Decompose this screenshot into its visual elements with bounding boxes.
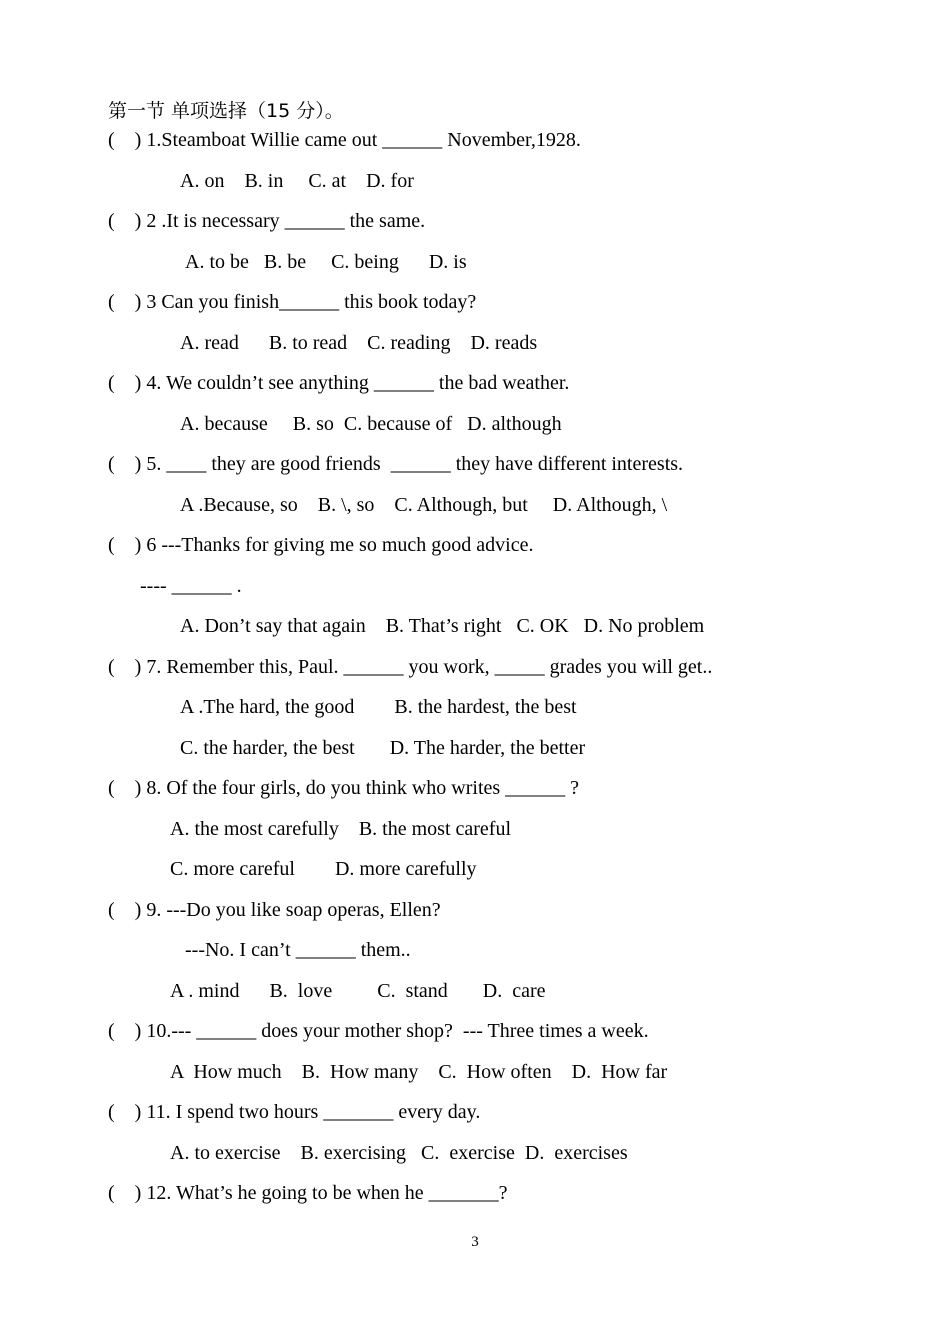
question-options: A .Because, so B. \, so C. Although, but D. Although, \: [180, 494, 668, 516]
question-options: A .The hard, the good B. the hardest, the best: [180, 696, 577, 718]
question-stem: ( ) 7. Remember this, Paul. ______ you work, _____ grades you will get..: [108, 656, 713, 678]
question-stem: ( ) 11. I spend two hours _______ every day.: [108, 1101, 481, 1123]
section-title: 第一节 单项选择（15 分）。: [108, 100, 344, 122]
question-stem: ( ) 5. ____ they are good friends ______ they have different interests.: [108, 453, 684, 475]
question-options: C. the harder, the best D. The harder, the better: [180, 737, 586, 759]
question-options: A How much B. How many C. How often D. How far: [170, 1061, 668, 1083]
question-reply: ---- ______ .: [140, 575, 242, 597]
question-options: A. to exercise B. exercising C. exercise D. exercises: [170, 1142, 628, 1164]
question-options: A. the most carefully B. the most careful: [170, 818, 512, 840]
question-stem: ( ) 4. We couldn’t see anything ______ the bad weather.: [108, 372, 570, 394]
question-stem: ( ) 9. ---Do you like soap operas, Ellen?: [108, 899, 441, 921]
question-stem: ( ) 8. Of the four girls, do you think who writes ______ ?: [108, 777, 580, 799]
question-options: A. Don’t say that again B. That’s right C. OK D. No problem: [180, 615, 705, 637]
question-stem: ( ) 10.--- ______ does your mother shop? --- Three times a week.: [108, 1020, 649, 1042]
question-stem: ( ) 1.Steamboat Willie came out ______ November,1928.: [108, 129, 581, 151]
question-stem: ( ) 2 .It is necessary ______ the same.: [108, 210, 426, 232]
question-reply: ---No. I can’t ______ them..: [185, 939, 411, 961]
question-options: C. more careful D. more carefully: [170, 858, 477, 880]
question-stem: ( ) 3 Can you finish______ this book today?: [108, 291, 477, 313]
question-options: A. to be B. be C. being D. is: [185, 251, 467, 273]
question-options: A. because B. so C. because of D. although: [180, 413, 562, 435]
question-stem: ( ) 12. What’s he going to be when he _______?: [108, 1182, 508, 1204]
question-stem: ( ) 6 ---Thanks for giving me so much good advice.: [108, 534, 534, 556]
question-options: A. on B. in C. at D. for: [180, 170, 414, 192]
page-number: 3: [471, 1234, 479, 1250]
question-options: A . mind B. love C. stand D. care: [170, 980, 546, 1002]
question-options: A. read B. to read C. reading D. reads: [180, 332, 538, 354]
